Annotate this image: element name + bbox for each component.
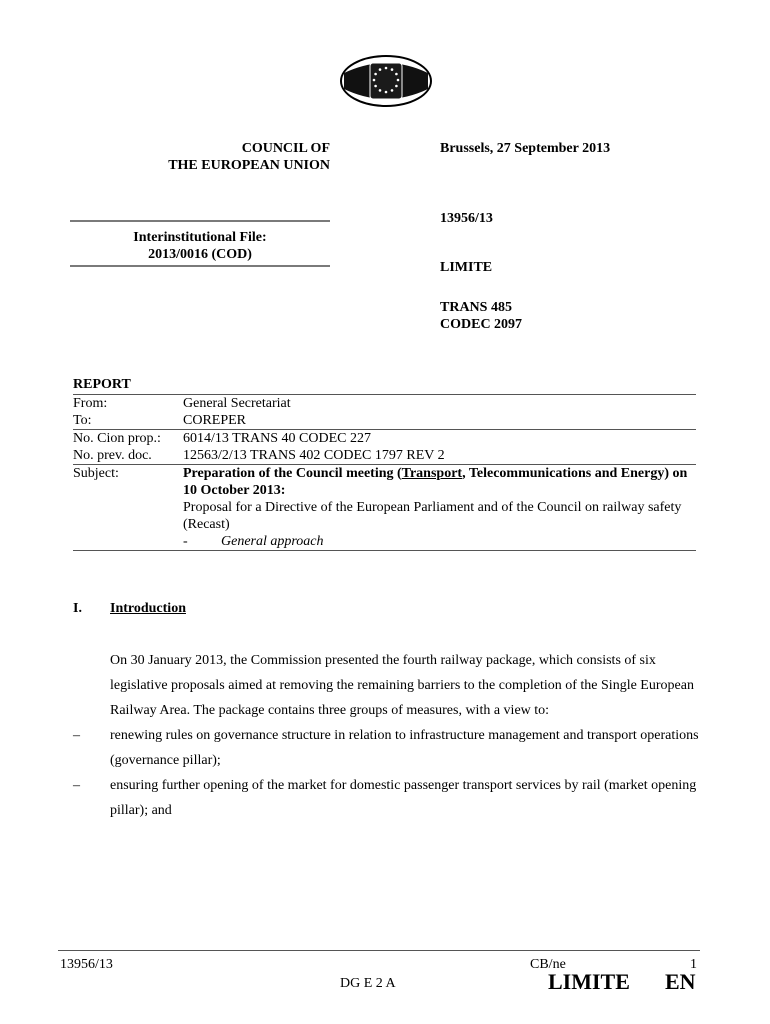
bullet-dash: – bbox=[73, 728, 80, 743]
subject-italic: General approach bbox=[221, 534, 324, 549]
footer-doc-number: 13956/13 bbox=[60, 957, 113, 972]
row-value: 12563/2/13 TRANS 402 CODEC 1797 REV 2 bbox=[183, 448, 445, 463]
classification: LIMITE bbox=[440, 260, 493, 275]
council-line-2: THE EUROPEAN UNION bbox=[168, 158, 330, 173]
section-number: I. bbox=[73, 601, 82, 616]
section-title: Introduction bbox=[110, 601, 186, 616]
report-row-cion-prop bbox=[73, 430, 696, 447]
row-label: To: bbox=[73, 413, 92, 428]
code-codec: CODEC 2097 bbox=[440, 317, 523, 332]
footer-lang: EN bbox=[665, 969, 696, 994]
subject-bold-1: Preparation of the Council meeting ( bbox=[183, 466, 402, 481]
report-table bbox=[73, 377, 696, 551]
code-trans: TRANS 485 bbox=[440, 300, 512, 315]
footer-dg: DG E 2 A bbox=[340, 976, 396, 991]
council-eu-emblem-icon bbox=[340, 55, 432, 107]
row-value: General Secretariat bbox=[183, 396, 291, 411]
footer-page-number: 1 bbox=[690, 957, 697, 972]
report-title: REPORT bbox=[73, 377, 696, 395]
council-name bbox=[120, 140, 330, 174]
subject-text: Proposal for a Directive of the European Parliament and of the Council on railway safety (Recast) bbox=[183, 500, 682, 532]
subject-heading bbox=[183, 465, 696, 499]
footer-divider bbox=[58, 950, 700, 951]
doc-number: 13956/13 bbox=[440, 211, 493, 226]
subject-label: Subject: bbox=[73, 466, 119, 481]
row-label: No. prev. doc. bbox=[73, 448, 152, 463]
row-label: No. Cion prop.: bbox=[73, 431, 161, 446]
report-row-to bbox=[73, 412, 696, 430]
subject-value bbox=[183, 465, 696, 550]
bullet-item bbox=[73, 773, 700, 823]
interinstitutional-file bbox=[70, 220, 330, 267]
report-row-from bbox=[73, 395, 696, 412]
report-row-prev-doc bbox=[73, 447, 696, 465]
council-line-1: COUNCIL OF bbox=[241, 141, 330, 156]
report-row-subject bbox=[73, 465, 696, 551]
subject-approach bbox=[183, 533, 696, 550]
row-label: From: bbox=[73, 396, 108, 411]
subject-dash: - bbox=[183, 534, 188, 549]
section-body bbox=[73, 648, 700, 823]
bullet-text: renewing rules on governance structure in relation to infrastructure management and transport operations (governance pillar); bbox=[110, 728, 699, 768]
subject-bold-underlined: Transport bbox=[401, 466, 463, 481]
bullet-text: ensuring further opening of the market for domestic passenger transport services by rail (market opening pillar); and bbox=[110, 778, 697, 818]
bullet-item bbox=[73, 723, 700, 773]
interinst-line-2: 2013/0016 (COD) bbox=[148, 247, 252, 262]
subject-bold-2: , Telecommunications and Energy) on 10 October 2013: bbox=[183, 466, 688, 498]
row-value: COREPER bbox=[183, 413, 247, 428]
intro-paragraph: On 30 January 2013, the Commission presented the fourth railway package, which consists of six legislative proposals aimed at removing the remaining barriers to the completion of the Single European Railway Area. The package contains three groups of measures, with a view to: bbox=[110, 653, 694, 718]
footer-limite: LIMITE bbox=[548, 969, 630, 994]
footer-initials: CB/ne bbox=[530, 957, 566, 972]
interinst-line-1: Interinstitutional File: bbox=[133, 230, 267, 245]
bullet-dash: – bbox=[73, 778, 80, 793]
document-date: Brussels, 27 September 2013 bbox=[440, 141, 611, 156]
row-value: 6014/13 TRANS 40 CODEC 227 bbox=[183, 431, 371, 446]
